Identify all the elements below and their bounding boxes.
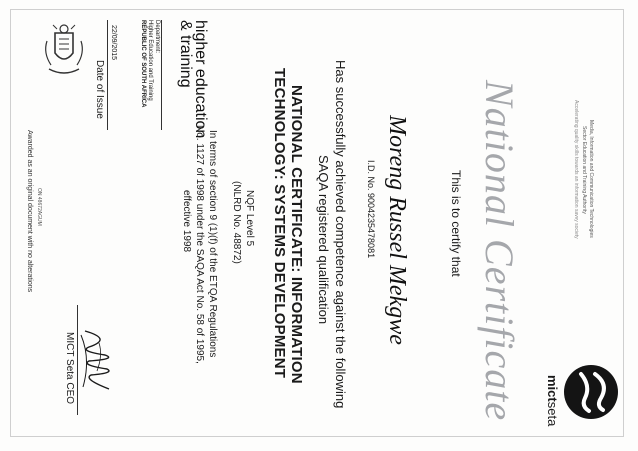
terms-line-2: No. 1127 of 1998 under the SAQA Act No. 58 of 1995, <box>194 125 205 364</box>
competence-statement-line-2: SAQA registered qualification <box>316 155 331 325</box>
mict-name: mict <box>545 375 560 402</box>
terms-line-3: effective 1998 <box>181 190 192 253</box>
issue-date-label: Date of Issue <box>94 60 105 119</box>
mict-tagline-3: Accelerating quality skills towards an information savvy society <box>573 100 579 239</box>
dhet-country: REPUBLIC OF SOUTH AFRICA <box>140 20 146 108</box>
mict-seta-swirl-icon <box>561 362 621 422</box>
competence-statement-line-1: Has successfully achieved competence against the following <box>333 60 348 409</box>
awarded-note: Awarded as an original document with no alterations <box>26 130 33 293</box>
coat-of-arms-icon <box>34 20 94 82</box>
dhet-department: Department: <box>154 20 160 54</box>
issue-date-value: 22/09/2015 <box>110 25 117 61</box>
qualification-title-line-1: NATIONAL CERTIFICATE: INFORMATION <box>288 85 305 384</box>
signatory-label: MICT Seta CEO <box>64 332 75 405</box>
mict-name-suffix: seta <box>545 401 560 427</box>
recipient-name: Moreng Russel Mekgwe <box>384 115 410 345</box>
nlrd-number: (NLRD No. 48872) <box>231 181 242 264</box>
dhet-title <box>177 20 209 139</box>
nqf-level: NQF Level 5 <box>244 190 255 247</box>
dhet-rule <box>161 20 162 130</box>
certificate-number: ON 48672AGUM <box>36 188 42 226</box>
signature-rule <box>77 305 78 415</box>
id-number: I.D. No. 9004235478081 <box>366 160 376 259</box>
dhet-title-line-2: & training <box>177 20 194 88</box>
mict-tagline-1: Media, Information and Communication Technologies <box>588 120 594 238</box>
qualification-title-line-2: TECHNOLOGY: SYSTEMS DEVELOPMENT <box>271 68 288 379</box>
certificate-title: National Certificate <box>477 80 522 422</box>
terms-line-1: In terms of section 9 (1)(f) of the ETQA Regulations <box>207 130 218 358</box>
certify-text: This is to certify that <box>449 170 463 277</box>
issue-date-rule <box>107 20 108 130</box>
mict-tagline-2: Sector Education and Training Authority <box>581 126 587 214</box>
signature-icon <box>75 325 119 395</box>
mict-seta-wordmark <box>545 375 560 426</box>
dhet-department-name: Higher Education and Training <box>147 20 153 101</box>
dhet-title-line-1: higher education <box>192 20 209 139</box>
